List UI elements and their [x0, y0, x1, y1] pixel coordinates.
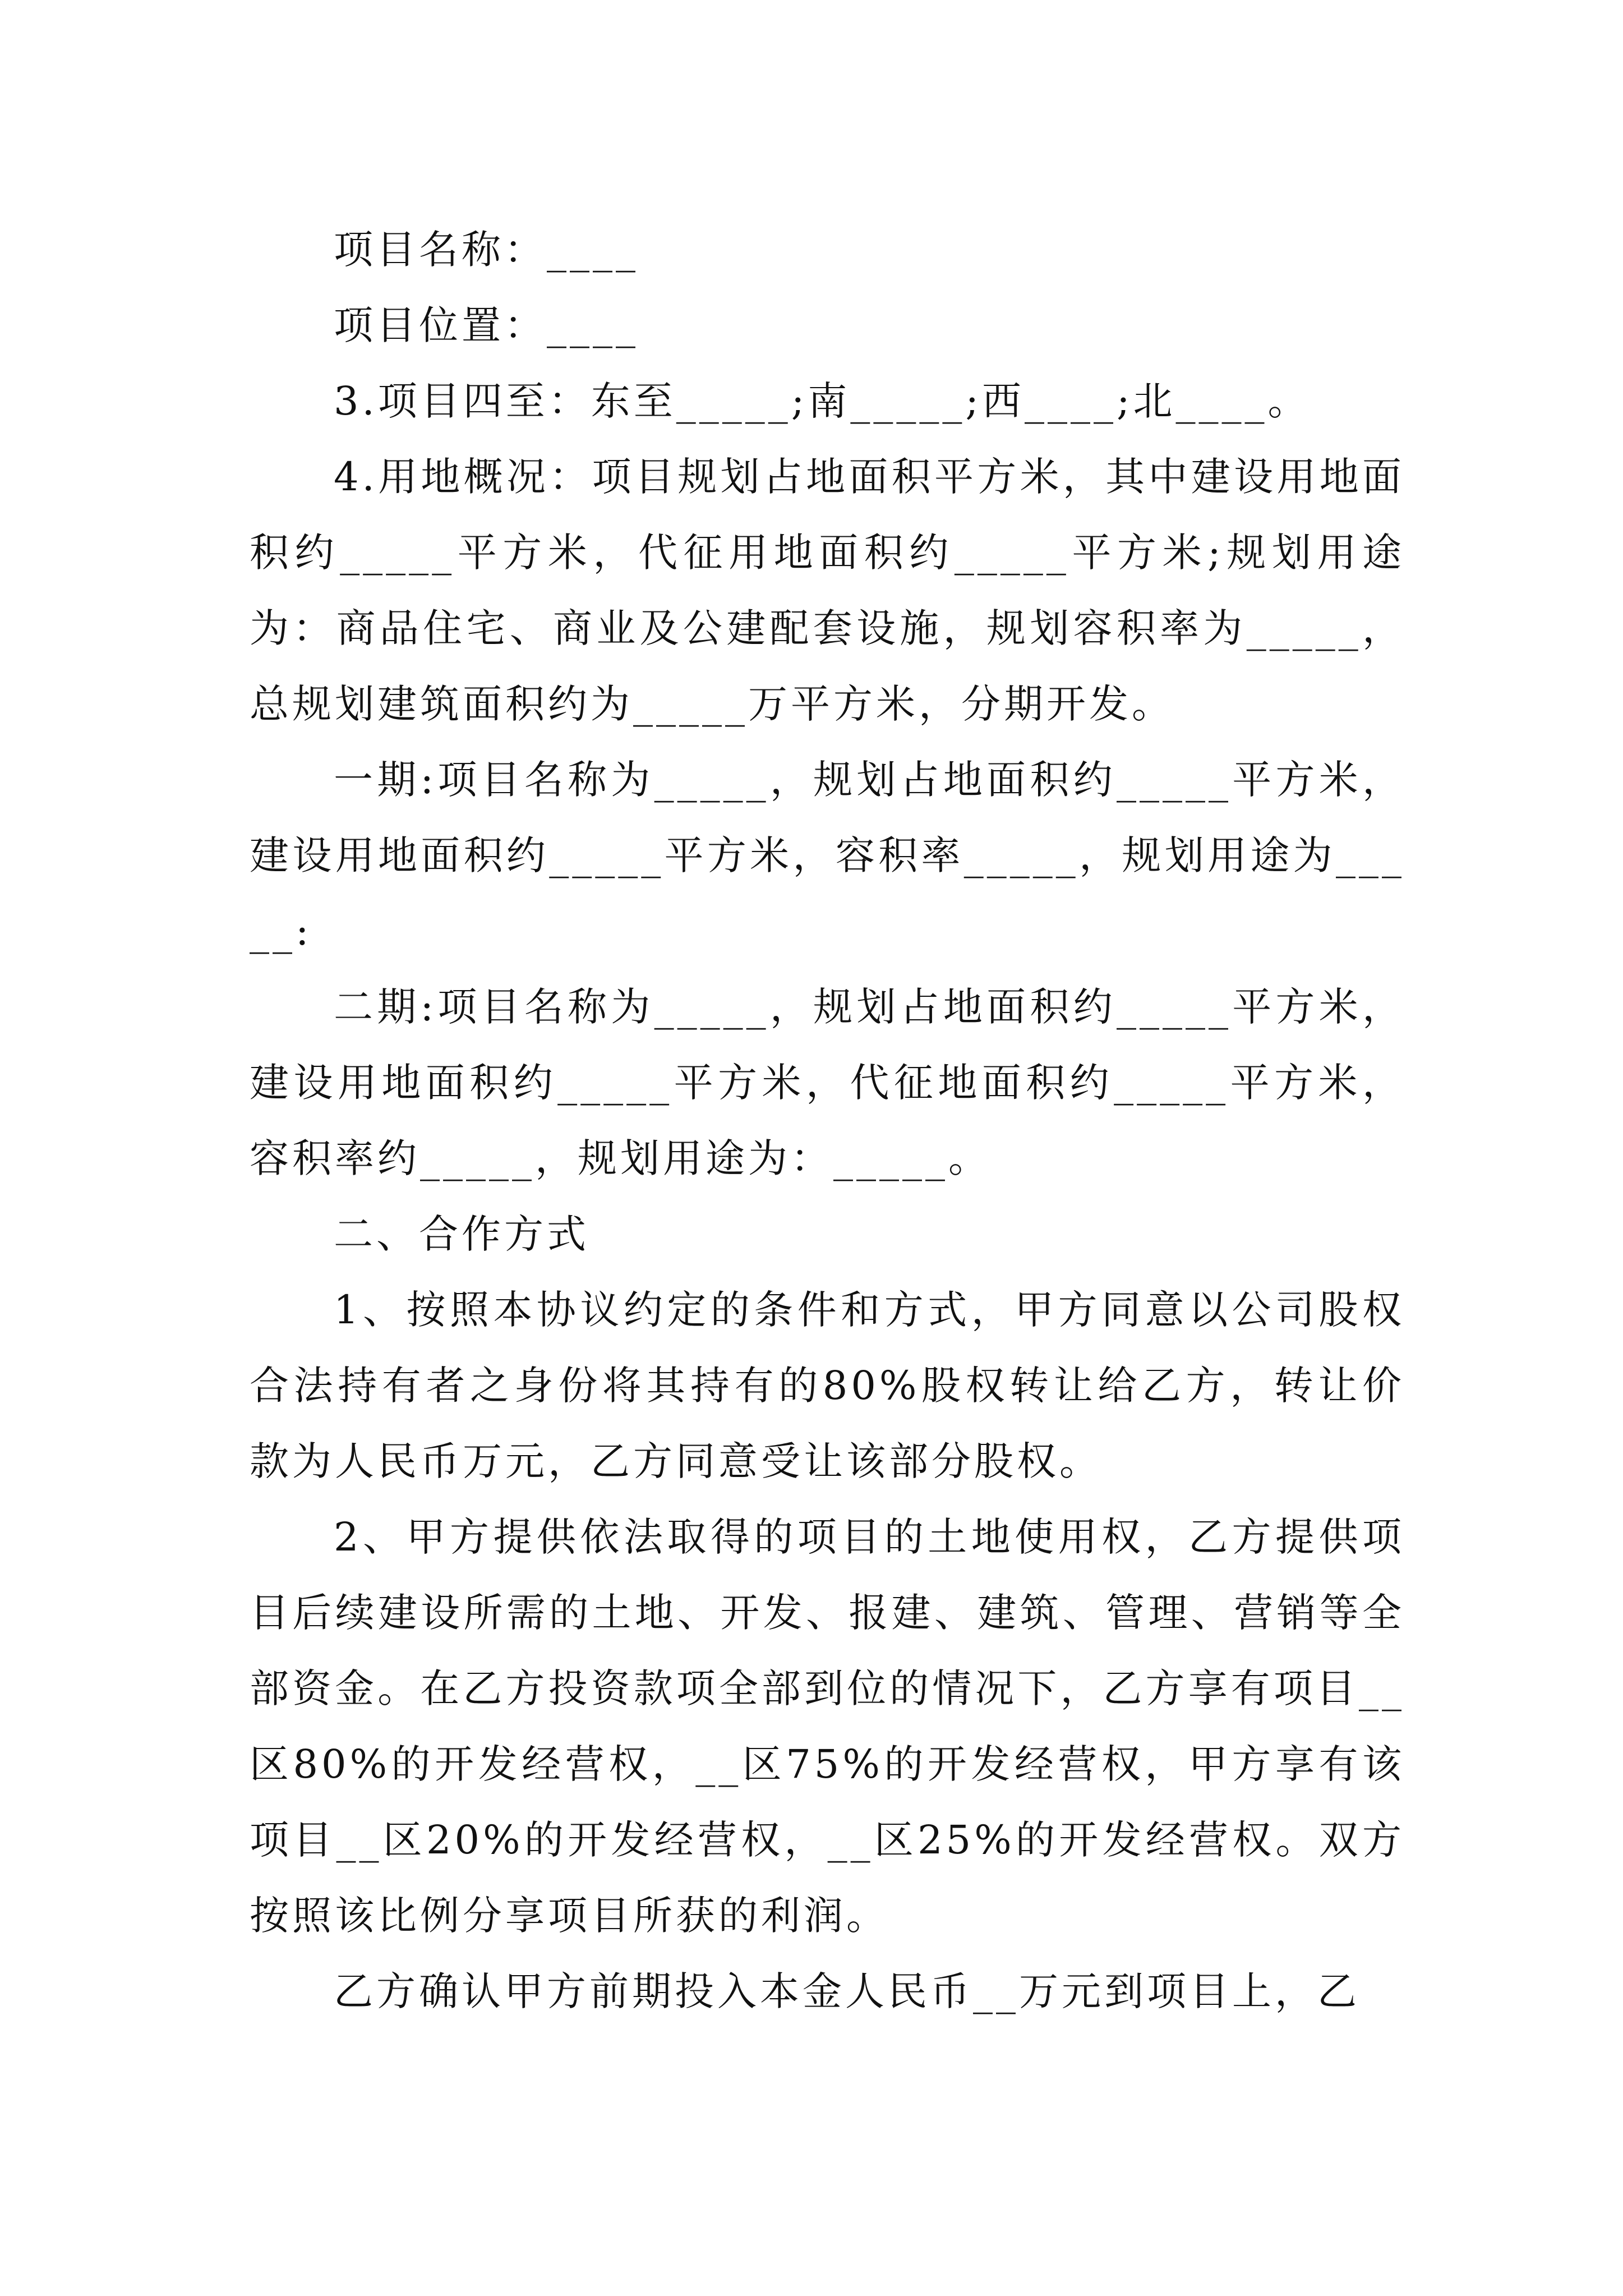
phase-one-paragraph: 一期:项目名称为_____，规划占地面积约_____平方米，建设用地面积约_____平方米，容积率_____，规划用途为_____:	[250, 757, 1405, 954]
principal-confirmation-paragraph: 乙方确认甲方前期投入本金人民币__万元到项目上，乙	[334, 1968, 1360, 2014]
document-body	[250, 212, 1405, 2030]
section-heading-cooperation: 二、合作方式	[334, 1211, 589, 1257]
phase-two-paragraph: 二期:项目名称为_____，规划占地面积约_____平方米，建设用地面积约_____平方米，代征地面积约_____平方米，容积率约_____，规划用途为：_____。	[250, 984, 1405, 1181]
clause-1-paragraph: 1、按照本协议约定的条件和方式，甲方同意以公司股权合法持有者之身份将其持有的80%股权转让给乙方，转让价款为人民币万元，乙方同意受让该部分股权。	[250, 1287, 1405, 1484]
land-overview-paragraph: 4.用地概况：项目规划占地面积平方米，其中建设用地面积约_____平方米，代征用地面积约_____平方米;规划用途为：商品住宅、商业及公建配套设施，规划容积率为_____，总规划建筑面积约为_____万平方米，分期开发。	[250, 454, 1405, 727]
project-boundaries-paragraph: 3.项目四至：东至_____;南_____;西____;北____。	[334, 378, 1311, 424]
project-location-line: 项目位置：____	[334, 302, 639, 348]
project-name-line: 项目名称：____	[334, 227, 639, 273]
clause-2-paragraph: 2、甲方提供依法取得的项目的土地使用权，乙方提供项目后续建设所需的土地、开发、报建、建筑、管理、营销等全部资金。在乙方投资款项全部到位的情况下，乙方享有项目__区80%的开发经营权，__区75%的开发经营权，甲方享有该项目__区20%的开发经营权，__区25%的开发经营权。双方按照该比例分享项目所获的利润。	[250, 1514, 1405, 1939]
